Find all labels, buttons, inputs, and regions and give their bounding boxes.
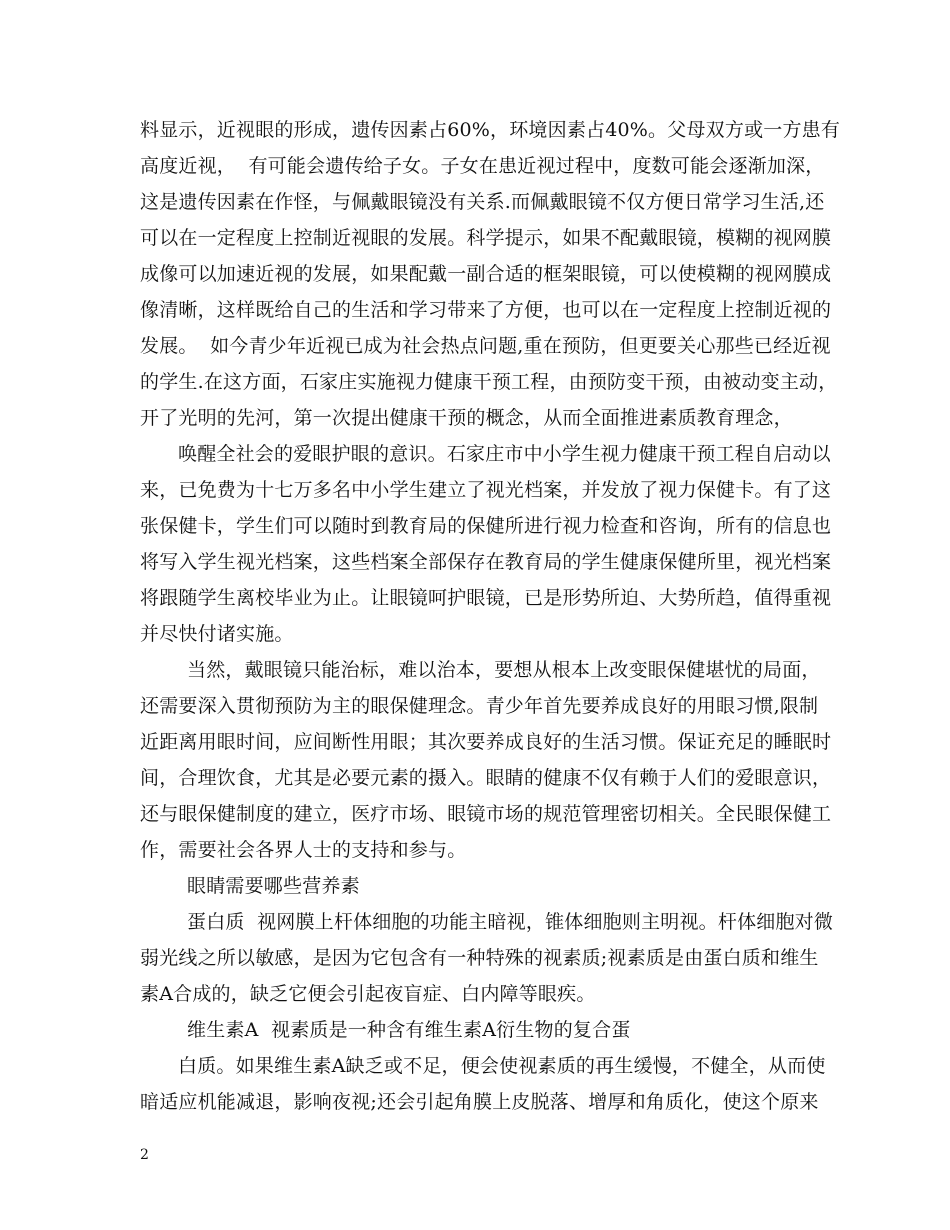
page-number: 2: [140, 1147, 149, 1163]
text-line: 暗适应机能减退，影响夜视;还会引起角膜上皮脱落、增厚和角质化，使这个原来: [140, 1091, 819, 1113]
text-line: 高度近视， 有可能会遗传给子女。子女在患近视过程中，度数可能会逐渐加深，: [140, 155, 825, 177]
text-line: 并尽快付诸实施。: [140, 623, 294, 645]
paragraph-first-line: 唤醒全社会的爱眼护眼的意识。石家庄市中小学生视力健康干预工程自启动以: [178, 443, 831, 465]
text-line: 弱光线之所以敏感，是因为它包含有一种特殊的视素质;视素质是由蛋白质和维生: [140, 947, 819, 969]
text-line: 的学生.在这方面，石家庄实施视力健康干预工程，由预防变干预，由被动变主动，: [140, 371, 838, 393]
text-line: 还需要深入贯彻预防为主的眼保健理念。青少年首先要养成良好的用眼习惯,限制: [140, 695, 819, 717]
text-line: 开了光明的先河，第一次提出健康干预的概念，从而全面推进素质教育理念，: [140, 407, 793, 429]
text-line: 张保健卡，学生们可以随时到教育局的保健所进行视力检查和咨询，所有的信息也: [140, 515, 832, 537]
text-line: 还与眼保健制度的建立，医疗市场、眼镜市场的规范管理密切相关。全民眼保健工: [140, 803, 832, 825]
text-line: 可以在一定程度上控制近视眼的发展。科学提示，如果不配戴眼镜，模糊的视网膜: [140, 227, 832, 249]
paragraph-first-line: 维生素A 视素质是一种含有维生素A衍生物的复合蛋: [187, 1019, 631, 1041]
text-line: 作，需要社会各界人士的支持和参与。: [140, 839, 467, 861]
text-line: 发展。 如今青少年近视已成为社会热点问题,重在预防，但更要关心那些已经近视: [140, 335, 831, 357]
paragraph-first-line: 白质。如果维生素A缺乏或不足，便会使视素质的再生缓慢，不健全，从而使: [178, 1055, 826, 1077]
text-line: 将写入学生视光档案，这些档案全部保存在教育局的学生健康保健所里，视光档案: [140, 551, 832, 573]
text-line: 来，已免费为十七万多名中小学生建立了视光档案，并发放了视力保健卡。有了这: [140, 479, 832, 501]
text-line: 料显示，近视眼的形成，遗传因素占60%，环境因素占40%。父母双方或一方患有: [140, 119, 841, 141]
text-line: 这是遗传因素在作怪，与佩戴眼镜没有关系.而佩戴眼镜不仅方便日常学习生活,还: [140, 191, 825, 213]
section-heading: 眼睛需要哪些营养素: [187, 875, 360, 897]
text-line: 将跟随学生离校毕业为止。让眼镜呵护眼镜，已是形势所迫、大势所趋，值得重视: [140, 587, 832, 609]
text-line: 像清晰，这样既给自己的生活和学习带来了方便，也可以在一定程度上控制近视的: [140, 299, 832, 321]
text-line: 素A合成的，缺乏它便会引起夜盲症、白内障等眼疾。: [140, 983, 596, 1005]
paragraph-first-line: 当然，戴眼镜只能治标，难以治本，要想从根本上改变眼保健堪忧的局面，: [187, 659, 821, 681]
paragraph-first-line: 蛋白质 视网膜上杆体细胞的功能主暗视，锥体细胞则主明视。杆体细胞对微: [187, 911, 834, 933]
text-line: 间，合理饮食，尤其是必要元素的摄入。眼睛的健康不仅有赖于人们的爱眼意识，: [140, 767, 832, 789]
text-line: 近距离用眼时间，应间断性用眼；其次要养成良好的生活习惯。保证充足的睡眠时: [140, 731, 832, 753]
text-line: 成像可以加速近视的发展，如果配戴一副合适的框架眼镜，可以使模糊的视网膜成: [140, 263, 832, 285]
